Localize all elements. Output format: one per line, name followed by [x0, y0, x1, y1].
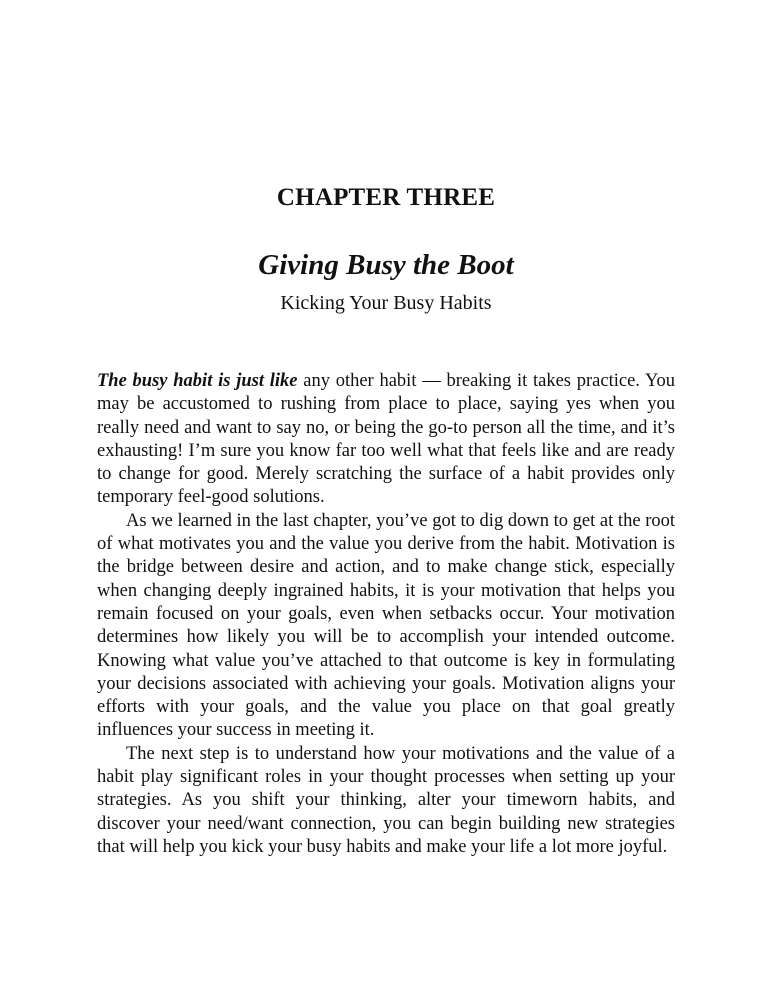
paragraph-lead-in: The busy habit is just like — [97, 371, 298, 391]
paragraph-3: The next step is to understand how your motivations and the value of a habit play significant roles in your thought processes when setting up your strategies. As you shift your thinking, alter your timeworn habits, and discover your need/want connection, you can begin building new strategies that will help you kick your busy habits and make your life a lot more joyful. — [97, 743, 675, 857]
paragraph-2: As we learned in the last chapter, you’ve got to dig down to get at the root of what motivates you and the value you derive from the habit. Motivation is the bridge between desire and action, and to make change stick, especially when changing deeply ingrained habits, it is your motivation that helps you remain focused on your goals, even when setbacks occur. Your motivation determines how likely you will be to accomplish your intended outcome. Knowing what value you’ve attached to that outcome is key in formulating your decisions associated with achieving your goals. Motivation aligns your efforts with your goals, and the value you place on that goal greatly influences your success in meeting it. — [97, 510, 675, 741]
chapter-body — [97, 370, 675, 859]
chapter-number: CHAPTER THREE — [276, 184, 496, 211]
chapter-title: Giving Busy the Boot — [258, 249, 514, 281]
chapter-subtitle: Kicking Your Busy Habits — [280, 292, 492, 314]
paragraph-1 — [97, 370, 675, 510]
paragraph-1-text: any other habit — breaking it takes practice. You may be accustomed to rushing from place to place, saying yes when you really need and want to say no, or being the go-to person all the time, and it’s exhausting! I’m sure you know far too well what that feels like and are ready to change for good. Merely scratching the surface of a habit provides only temporary feel-good solutions. — [97, 371, 675, 508]
